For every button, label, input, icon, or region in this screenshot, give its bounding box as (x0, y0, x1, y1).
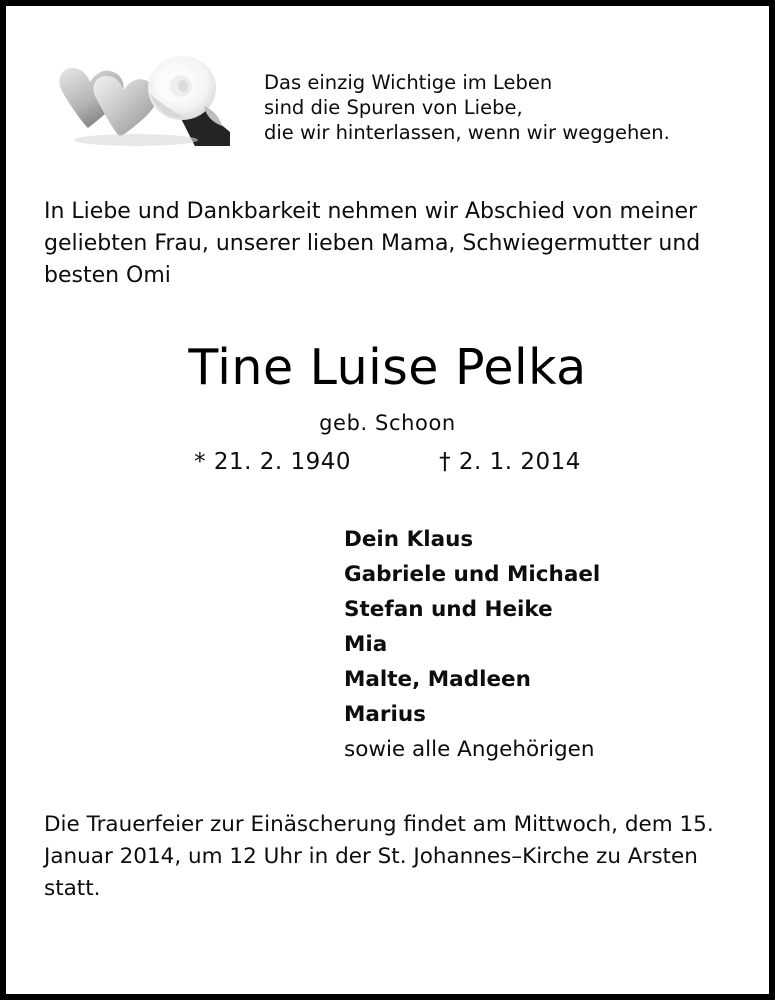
intro-text: In Liebe und Dankbarkeit nehmen wir Abschied von meiner geliebten Frau, unserer lieben Mama, Schwiegermutter und besten Omi (44, 199, 701, 288)
list-item: Gabriele und Michael (344, 562, 601, 587)
life-dates (44, 448, 731, 476)
motto-block (252, 36, 731, 145)
list-item: Dein Klaus (344, 527, 474, 552)
birth-date: * 21. 2. 1940 (194, 449, 352, 475)
motto-line-1: Das einzig Wichtige im Leben (264, 71, 553, 94)
obituary-content (6, 6, 769, 994)
deceased-name: Tine Luise Pelka (188, 339, 587, 396)
death-date: † 2. 1. 2014 (439, 449, 581, 475)
list-item: Malte, Madleen (344, 667, 531, 692)
motto-line-3: die wir hinterlassen, wenn wir weggehen. (264, 121, 670, 144)
ceremony-info: Die Trauerfeier zur Einäscherung findet am Mittwoch, dem 15. Januar 2014, um 12 Uhr in der St. Johannes–Kirche zu Arsten statt. (44, 812, 714, 901)
heart-and-rose-photo-icon (44, 36, 234, 146)
list-item: Stefan und Heike (344, 597, 553, 622)
list-item: Mia (344, 632, 388, 657)
mourners-list (44, 522, 731, 767)
motto-line-2: sind die Spuren von Liebe, (264, 96, 523, 119)
maiden-name: geb. Schoon (319, 411, 456, 435)
name-block (44, 340, 731, 476)
list-item: sowie alle Angehörigen (344, 737, 595, 762)
list-item: Marius (344, 702, 426, 727)
notice-header (44, 36, 731, 156)
